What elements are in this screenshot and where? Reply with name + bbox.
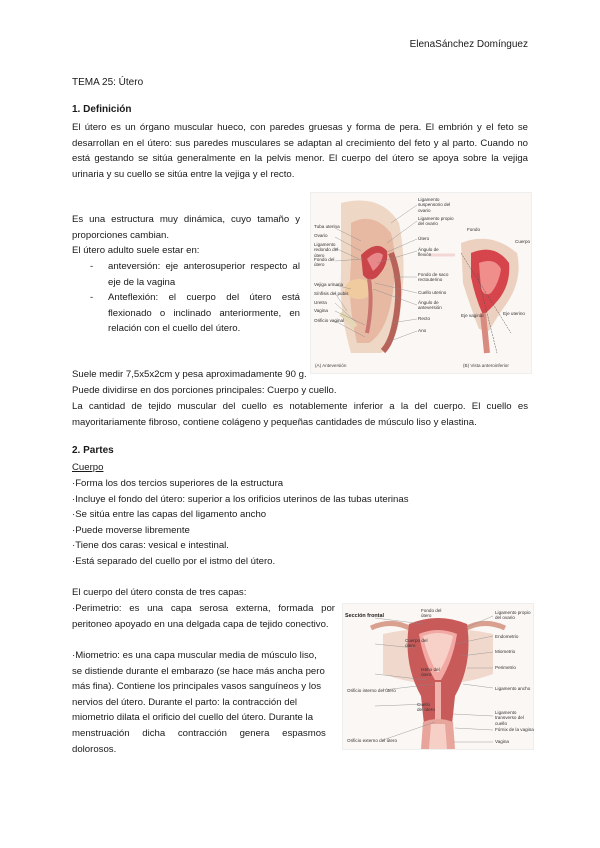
- figure-label: Cuello uterino: [418, 290, 447, 295]
- figure-label: Ligamento redondo del útero: [314, 242, 339, 258]
- figure-label: Útero: [418, 236, 430, 241]
- figure-label: Endometrio: [495, 634, 519, 639]
- list-item: ·Se sitúa entre las capas del ligamento ancho: [72, 509, 267, 521]
- author-name: ElenaSánchez Domínguez: [409, 39, 528, 50]
- perimetrio-paragraph: ·Perimetrio: es una capa serosa externa, formada por peritoneo apoyado en una delgada capa de tejido conectivo.: [72, 603, 335, 630]
- figure-label: Vejiga urinaria: [314, 282, 344, 287]
- position-list: [72, 259, 300, 337]
- text-line: más fina). Contiene los principales vasos sanguíneos y los: [72, 681, 322, 693]
- adult-uterus-intro: El útero adulto suele estar en:: [72, 245, 200, 256]
- text-line: miometrio dilata el orificio del cuello del útero. Durante la: [72, 712, 314, 724]
- figure-label: Perimetrio: [495, 665, 516, 670]
- figure-label: Orificio externo del útero: [347, 738, 398, 743]
- figure-label: Fórnix de la vagina: [495, 727, 534, 732]
- figure-label: Ligamento suspensorio del ovario: [418, 197, 451, 213]
- figure-caption-b: (B) Vista anteroinferior: [463, 363, 509, 368]
- subheading-cuerpo: Cuerpo: [72, 462, 104, 473]
- list-item: ·Incluye el fondo del útero: superior a los orificios uterinos de las tubas uterinas: [72, 493, 409, 505]
- text-line: menstruación dicha contracción genera espasmos: [72, 727, 326, 739]
- uterus-position-figure: [310, 192, 532, 374]
- cuerpo-list: [72, 476, 528, 570]
- figure-label: Cuerpo: [515, 239, 531, 244]
- text-line: dolorosos.: [72, 743, 117, 755]
- figure-label: Cuello del útero: [417, 702, 435, 713]
- figure-label: Eje uterino: [503, 311, 525, 316]
- figure-label: Vagina: [495, 739, 509, 744]
- portions-text: Puede dividirse en dos porciones principales: Cuerpo y cuello.: [72, 385, 337, 396]
- text-line: se distiende durante el embarazo (se hace más ancha pero: [72, 665, 325, 677]
- figure-label: Fondo del útero: [314, 257, 335, 268]
- figure-label: Ligamento transverso del cuello: [495, 710, 524, 726]
- figure-label: Cuerpo del útero: [405, 638, 428, 649]
- figure-label: Ángulo de anteversión: [418, 300, 442, 311]
- list-item: ·Forma los dos tercios superiores de la estructura: [72, 478, 284, 489]
- figure-label: Sínfisis del pubis: [314, 291, 349, 296]
- figure-label: Ano: [418, 328, 427, 333]
- figure-label: Miometrio: [495, 649, 516, 654]
- layers-intro: El cuerpo del útero consta de tres capas:: [72, 587, 247, 598]
- figure-label: Vagina: [314, 308, 328, 313]
- figure-label: Tuba uterina: [314, 224, 340, 229]
- list-item: ·Tiene dos caras: vesical e intestinal.: [72, 540, 229, 552]
- figure-label: Ovario: [314, 233, 328, 238]
- figure-label: Ángulo de flexión: [418, 247, 439, 258]
- list-item: ·Está separado del cuello por el istmo del útero.: [72, 555, 276, 567]
- figure-label: Recto: [418, 316, 431, 321]
- text-line: ·Miometrio: es una capa muscular media de músculo liso,: [72, 650, 317, 661]
- figure-label: Orificio vaginal: [314, 318, 345, 323]
- definition-paragraph: El útero es un órgano muscular hueco, con paredes gruesas y forma de pera. El embrión y el feto se desarrollan en el útero: sus paredes musculares se adaptan al crecimiento del feto y al parto. Cuando no está gestando se sitúa generalmente en la pelvis menor. El cuerpo del útero se apoya sobre la vejiga urinaria y su cuello se sitúa entre la vejiga y el recto.: [72, 122, 528, 180]
- figure-caption-a: (A) Anteversión: [315, 363, 347, 368]
- figure-label: Fondo del útero: [421, 608, 442, 619]
- figure-label: Eje vaginal: [461, 313, 484, 318]
- text-line: nervios del útero. Durante el parto: la contracción del: [72, 696, 298, 708]
- topic-title: TEMA 25: Útero: [72, 77, 144, 88]
- list-item: - anteversión: eje anterosuperior respecto al eje de la vagina: [72, 259, 300, 290]
- size-text: Suele medir 7,5x5x2cm y pesa aproximadamente 90 g.: [72, 369, 307, 380]
- cervix-paragraph: La cantidad de tejido muscular del cuello es notablemente inferior a la del cuerpo. El cuello es mayoritariamente fibroso, contiene colágeno y pequeñas cantidades de músculo liso y elastina.: [72, 401, 528, 428]
- figure-label: Fondo: [467, 227, 481, 232]
- figure-title: Sección frontal: [345, 613, 384, 619]
- list-item: - Anteflexión: el cuerpo del útero está flexionado o inclinado anteriormente, en relación con el cuello del útero.: [72, 290, 300, 337]
- figure-label: Ligamento propio del ovario: [418, 216, 454, 227]
- figure-label: Ligamento ancho: [495, 686, 531, 691]
- figure-label: Istmo del útero: [421, 667, 440, 678]
- dynamic-structure-paragraph: Es una estructura muy dinámica, cuyo tamaño y proporciones cambian.: [72, 214, 300, 241]
- list-item: ·Puede moverse libremente: [72, 524, 190, 536]
- frontal-section-figure: [342, 603, 534, 750]
- section-heading-partes: 2. Partes: [72, 445, 114, 456]
- figure-label: Uretra: [314, 300, 327, 305]
- miometrio-paragraph: [72, 648, 338, 757]
- figure-label: Fondo de saco rectouterino: [418, 272, 449, 283]
- section-heading-definicion: 1. Definición: [72, 104, 132, 115]
- figure-label: Ligamento propio del ovario: [495, 610, 531, 621]
- figure-label: Orificio interno del útero: [347, 688, 396, 693]
